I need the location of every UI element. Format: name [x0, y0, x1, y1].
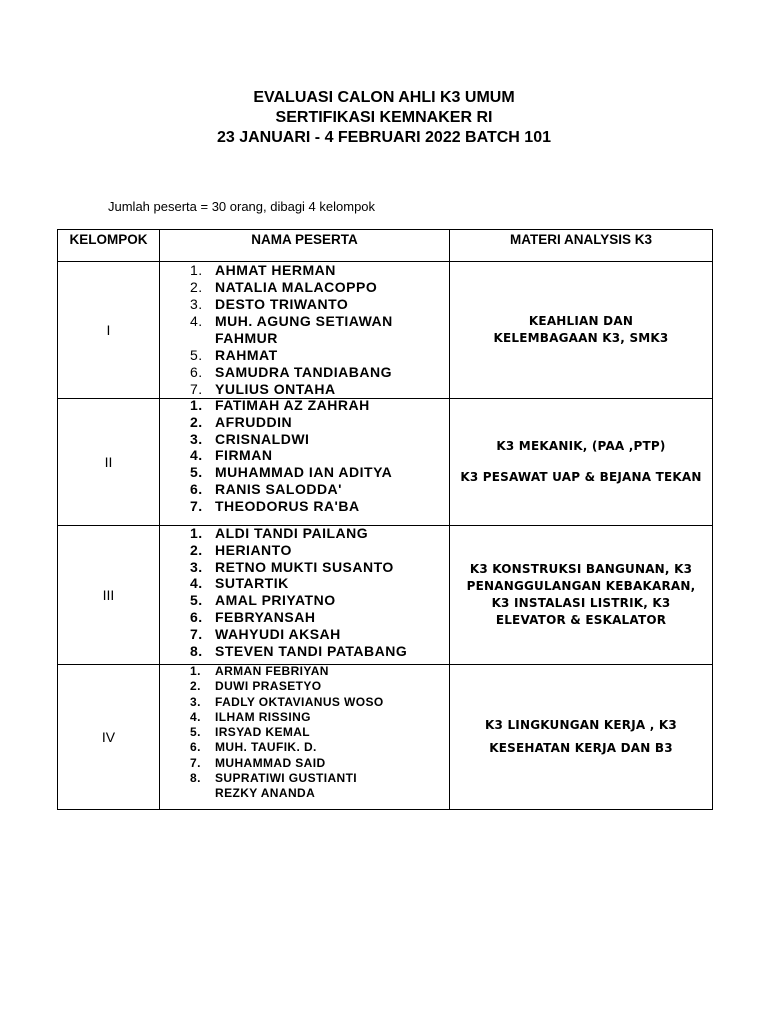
- materi-text: KEAHLIAN DAN KELEMBAGAAN K3, SMK3: [493, 314, 669, 345]
- list-item: 2. DUWI PRASETYO: [190, 679, 322, 694]
- list-item: 7. MUHAMMAD SAID: [190, 755, 326, 770]
- group-table: [57, 229, 713, 810]
- list-item: 4. ILHAM RISSING: [190, 709, 311, 724]
- materi-cell: [450, 399, 713, 526]
- list-item: 3. DESTO TRIWANTO: [190, 296, 349, 312]
- table-row-group-2: [58, 399, 713, 526]
- list-item: 6. MUH. TAUFIK. D.: [190, 740, 317, 755]
- header-nama-peserta: NAMA PESERTA: [160, 230, 450, 262]
- header-kelompok: KELOMPOK: [58, 230, 160, 262]
- materi-cell: [450, 665, 713, 810]
- list-item: 6. SAMUDRA TANDIABANG: [190, 364, 392, 380]
- list-item: 6. RANIS SALODDA': [190, 480, 342, 497]
- list-item: 2. AFRUDDIN: [190, 413, 293, 430]
- list-item: 1. ARMAN FEBRIYAN: [190, 664, 329, 678]
- member-list: [160, 262, 449, 398]
- list-item: 8. SUPRATIWI GUSTIANTI REZKY ANANDA: [190, 771, 358, 801]
- participant-summary: Jumlah peserta = 30 orang, dibagi 4 kelompok: [108, 199, 376, 214]
- list-item: 1. FATIMAH AZ ZAHRAH: [190, 397, 370, 413]
- table-header-row: [58, 230, 713, 262]
- materi-text: K3 PESAWAT UAP & BEJANA TEKAN: [460, 470, 702, 484]
- list-item: 8. STEVEN TANDI PATABANG: [190, 642, 408, 659]
- materi-cell: [450, 526, 713, 665]
- member-list-cell: [160, 526, 450, 665]
- list-item: 4. MUH. AGUNG SETIAWAN FAHMUR: [190, 313, 393, 346]
- member-list-cell: [160, 262, 450, 399]
- title-line-2: SERTIFIKASI KEMNAKER RI: [275, 109, 493, 126]
- list-item: 2. HERIANTO: [190, 541, 292, 558]
- title-line-3: 23 JANUARI - 4 FEBRUARI 2022 BATCH 101: [216, 129, 551, 146]
- list-item: 5. RAHMAT: [190, 347, 278, 363]
- list-item: 7. THEODORUS RA'BA: [190, 497, 360, 514]
- group-label: IV: [58, 665, 160, 810]
- group-label: I: [58, 262, 160, 399]
- member-list: [160, 397, 449, 515]
- table-row-group-3: [58, 526, 713, 665]
- materi-cell: [450, 262, 713, 399]
- list-item: 3. RETNO MUKTI SUSANTO: [190, 558, 394, 575]
- table-row-group-4: [58, 665, 713, 810]
- list-item: 4. FIRMAN: [190, 447, 273, 464]
- group-label: II: [58, 399, 160, 526]
- materi-text: K3 MEKANIK, (PAA ,PTP): [496, 439, 666, 453]
- header-materi: MATERI ANALYSIS K3: [450, 230, 713, 262]
- list-item: 3. FADLY OKTAVIANUS WOSO: [190, 694, 384, 709]
- materi-text: K3 KONSTRUKSI BANGUNAN, K3 PENANGGULANGAN KEBAKARAN, K3 INSTALASI LISTRIK, K3 ELEVATOR & ESKALATOR: [466, 562, 696, 627]
- list-item: 1. ALDI TANDI PAILANG: [190, 525, 369, 541]
- title-line-1: EVALUASI CALON AHLI K3 UMUM: [253, 89, 515, 106]
- member-list-cell: [160, 665, 450, 810]
- list-item: 3. CRISNALDWI: [190, 430, 310, 447]
- list-item: 4. SUTARTIK: [190, 575, 289, 592]
- list-item: 5. AMAL PRIYATNO: [190, 592, 336, 609]
- member-list: [160, 664, 449, 802]
- list-item: 7. WAHYUDI AKSAH: [190, 625, 341, 642]
- list-item: 6. FEBRYANSAH: [190, 608, 316, 625]
- document-title: [0, 88, 768, 148]
- member-list: [160, 525, 449, 659]
- materi-text: KESEHATAN KERJA DAN B3: [489, 741, 673, 755]
- group-label: III: [58, 526, 160, 665]
- list-item: 5. IRSYAD KEMAL: [190, 725, 311, 740]
- list-item: 2. NATALIA MALACOPPO: [190, 279, 378, 295]
- list-item: 7. YULIUS ONTAHA: [190, 381, 336, 397]
- list-item: 5. MUHAMMAD IAN ADITYA: [190, 464, 393, 481]
- list-item: 1. AHMAT HERMAN: [190, 262, 336, 278]
- table-row-group-1: [58, 262, 713, 399]
- materi-text: K3 LINGKUNGAN KERJA , K3: [485, 718, 677, 732]
- member-list-cell: [160, 399, 450, 526]
